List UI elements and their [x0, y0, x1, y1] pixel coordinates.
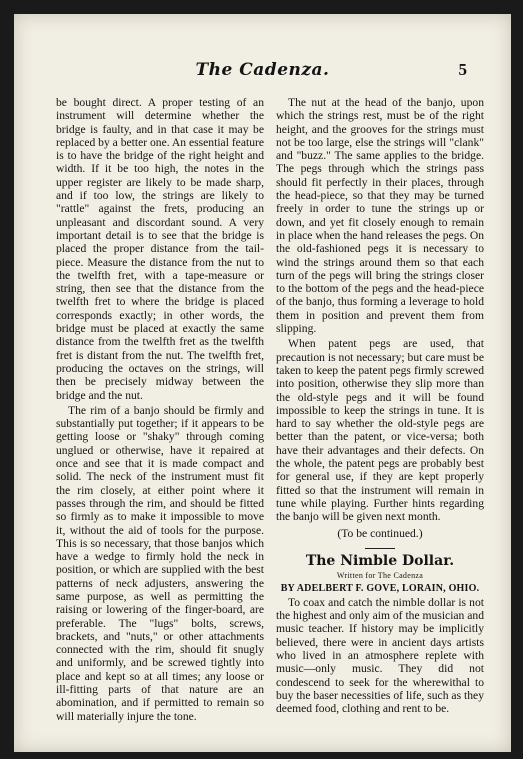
page-header: [14, 60, 511, 90]
right-column: [276, 96, 484, 715]
paragraph: To coax and catch the nimble dollar is not the highest and only aim of the musician and music teacher. If history may be implicitly believed, there were in ancient days artists who lived in an atmosphere replete with music—only music. They did not condescend to seek for the wherewithal to buy the baser necessities of life, such as they deemed food, clothing and rent to be.: [276, 595, 484, 716]
section-divider: [365, 548, 395, 549]
article-title: The Nimble Dollar.: [305, 552, 455, 569]
paragraph: The nut at the head of the banjo, upon which the strings rest, must be of the right height, and the grooves for the strings must not be too large, else the strings will "clank" and "buzz." The same applies to the bridge. The pegs through which the strings pass should fit perfectly in their places, through the head-piece, so that they may be turned freely in order to tune the strings up or down, and yet fit closely enough to remain in place when the hand releases the pegs. On the old-fashioned pegs it is necessary to wind the strings around them so that each turn of the pegs will bring the strings closer to the bottom of the pegs and the head-piece of the banjo, thus forming a leverage to hold them in position and prevent them from slipping.: [276, 96, 484, 336]
continued-note: (To be continued.): [337, 526, 423, 540]
paragraph: The rim of a banjo should be firmly and substantially put together; if it appears to be getting loose or "shaky" through coming unglued or otherwise, have it repaired at once and see that it is made compact and solid. The neck of the instrument must fit the rim closely, at either point where it passes through the rim, and should be fitted so firmly as to make it impossible to move it, without the aid of tools for the purpose. This is so necessary, that those banjos which have a wedge to firmly hold the neck in position, or which are supplied with the best patterns of neck adjusters, answering the same purpose, as well as permitting the raising or lowering of the finger-board, are preferable. The "lugs" bolts, screws, brackets, and "nuts," or other attachments connected with the rim, should fit snugly and uniformly, and be screwed tightly into place and kept so at all times; any loose or ill-fitting parts of that nature are an abomination, and if permitted to remain so will materially injure the tone.: [56, 403, 264, 723]
magazine-title: The Cadenza.: [195, 60, 330, 80]
author-byline: BY ADELBERT F. GOVE, LORAIN, OHIO.: [280, 582, 480, 594]
written-for-note: Written for The Cadenza: [336, 570, 424, 580]
page-number: 5: [458, 60, 467, 79]
left-column: [56, 96, 264, 723]
magazine-page: [14, 14, 511, 752]
paragraph: When patent pegs are used, that precaution is not necessary; but care must be taken to keep the patent pegs firmly screwed into position, otherwise they slip more than the old-style pegs and it will be found impossible to keep the strings in tune. It is hard to say whether the old-style pegs are better than the patent, or vice-versa; both have their advantages and their defects. On the whole, the patent pegs are probably best for general use, if they are kept properly fitted so that the instrument will remain in tune while playing. Further hints regarding the banjo will be given next month.: [276, 337, 484, 524]
paragraph: be bought direct. A proper testing of an instrument will determine whether the bridge is faulty, and in that case it may be replaced by a better one. An essential feature is to have the bridge of the right height and width. If it be too high, the notes in the upper register are likely to be made sharp, and if too low, the strings are likely to "rattle" against the frets, producing an unpleasant and discordant sound. A very important detail is to see that the bridge is placed the proper distance from the tail-piece. Measure the distance from the nut to the twelfth fret, with a tape-measure or string, then see that the distance from the twelfth fret to where the bridge is placed corresponds exactly; in other words, the bridge must be placed at exactly the same distance from the twelfth fret as the twelfth fret is distant from the nut. The twelfth fret, producing the octaves on the strings, will then be precisely midway between the bridge and the nut.: [56, 96, 264, 402]
